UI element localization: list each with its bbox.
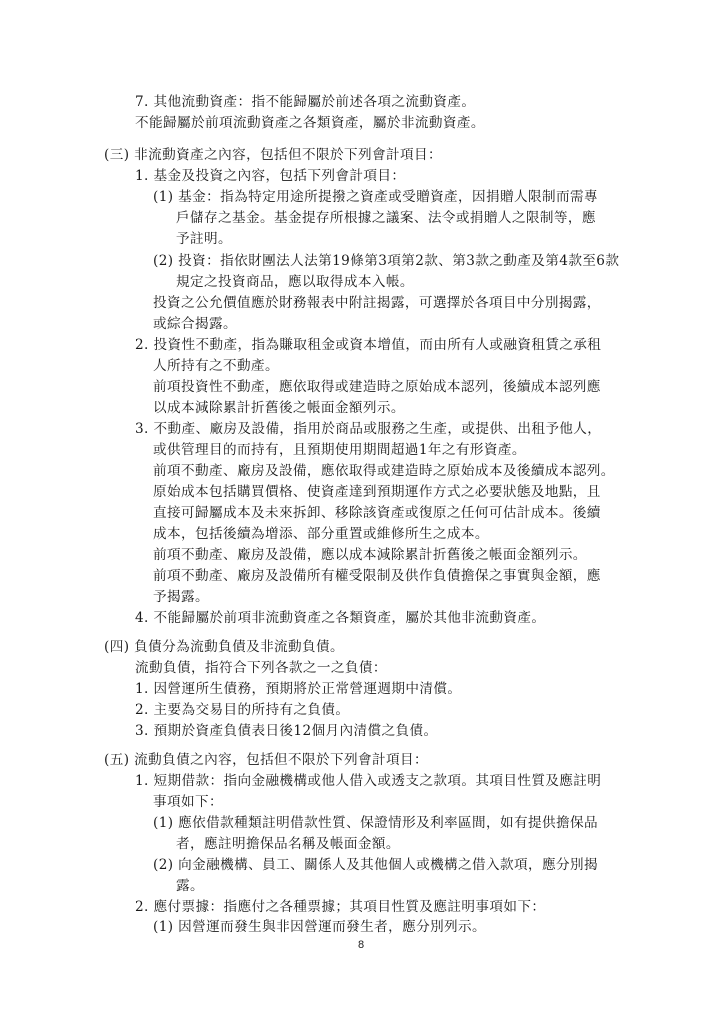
text-line: 2. 應付票據：指應付之各種票據；其項目性質及應註明事項如下：: [135, 899, 546, 915]
text-line: 者，應註明擔保品名稱及帳面金額。: [176, 836, 400, 852]
text-line: 7. 其他流動資產：指不能歸屬於前述各項之流動資產。: [135, 94, 476, 110]
text-line: 1. 短期借款：指向金融機構或他人借入或透支之款項。其項目性質及應註明: [135, 773, 602, 789]
text-line: 前項投資性不動產，應依取得或建造時之原始成本認列，後續成本認列應: [153, 379, 601, 395]
page-number: 8: [358, 939, 365, 951]
text-line: 人所持有之不動產。: [153, 358, 279, 374]
text-line: 露。: [176, 878, 204, 894]
text-line: 投資之公允價值應於財務報表中附註揭露，可選擇於各項目中分別揭露，: [153, 295, 601, 311]
text-line: 1. 基金及投資之內容，包括下列會計項目：: [135, 168, 406, 184]
text-line: 成本，包括後續為增添、部分重置或維修所生之成本。: [153, 526, 489, 542]
text-line: 以成本減除累計折舊後之帳面金額列示。: [153, 400, 405, 416]
text-line: 規定之投資商品，應以取得成本入帳。: [176, 274, 414, 290]
text-line: 事項如下：: [153, 794, 223, 810]
text-line: 前項不動產、廠房及設備，應依取得或建造時之原始成本及後續成本認列。: [153, 463, 615, 479]
text-line: 予揭露。: [153, 589, 209, 605]
text-line: (1) 基金：指為特定用途所提撥之資產或受贈資產，因捐贈人限制而需專: [153, 189, 598, 205]
text-line: 1. 因營運所生債務，預期將於正常營運週期中清償。: [135, 681, 462, 697]
text-line: 3. 不動產、廠房及設備，指用於商品或服務之生產，或提供、出租予他人，: [135, 421, 602, 437]
text-line: 2. 投資性不動產，指為賺取租金或資本增值，而由所有人或融資租賃之承租: [135, 337, 602, 353]
text-line: (2) 向金融機構、員工、關係人及其他個人或機構之借入款項，應分別揭: [153, 857, 598, 873]
text-line: 原始成本包括購買價格、使資產達到預期運作方式之必要狀態及地點，且: [153, 484, 601, 500]
text-line: 前項不動產、廠房及設備所有權受限制及供作負債擔保之事實與金額，應: [153, 568, 601, 584]
text-line: 予註明。: [176, 231, 232, 247]
text-line: 或供管理目的而持有，且預期使用期間超過1年之有形資產。: [153, 442, 526, 458]
text-line: 2. 主要為交易目的所持有之負債。: [135, 702, 350, 718]
text-line: 4. 不能歸屬於前項非流動資產之各類資產，屬於其他非流動資產。: [135, 610, 546, 626]
text-line: 直接可歸屬成本及未來拆卸、移除該資產或復原之任何可估計成本。後續: [153, 505, 601, 521]
text-line: 不能歸屬於前項流動資產之各類資產，屬於非流動資產。: [135, 115, 485, 131]
section-heading: (四) 負債分為流動負債及非流動負債。: [104, 639, 345, 655]
text-line: 3. 預期於資產負債表日後12個月內清償之負債。: [135, 723, 438, 739]
text-line: (1) 應依借款種類註明借款性質、保證情形及利率區間，如有提供擔保品: [153, 815, 598, 831]
text-line: 前項不動產、廠房及設備，應以成本減除累計折舊後之帳面金額列示。: [153, 547, 587, 563]
section-heading: (三) 非流動資產之內容，包括但不限於下列會計項目：: [104, 147, 442, 163]
text-line: 戶儲存之基金。基金提存所根據之議案、法令或捐贈人之限制等，應: [176, 210, 596, 226]
text-line: 或綜合揭露。: [153, 316, 237, 332]
text-line: 流動負債，指符合下列各款之一之負債：: [135, 660, 387, 676]
text-line: (2) 投資：指依財團法人法第19條第3項第2款、第3款之動產及第4款至6款: [153, 253, 620, 269]
section-heading: (五) 流動負債之內容，包括但不限於下列會計項目：: [104, 752, 428, 768]
text-line: (1) 因營運而發生與非因營運而發生者，應分別列示。: [153, 919, 487, 935]
